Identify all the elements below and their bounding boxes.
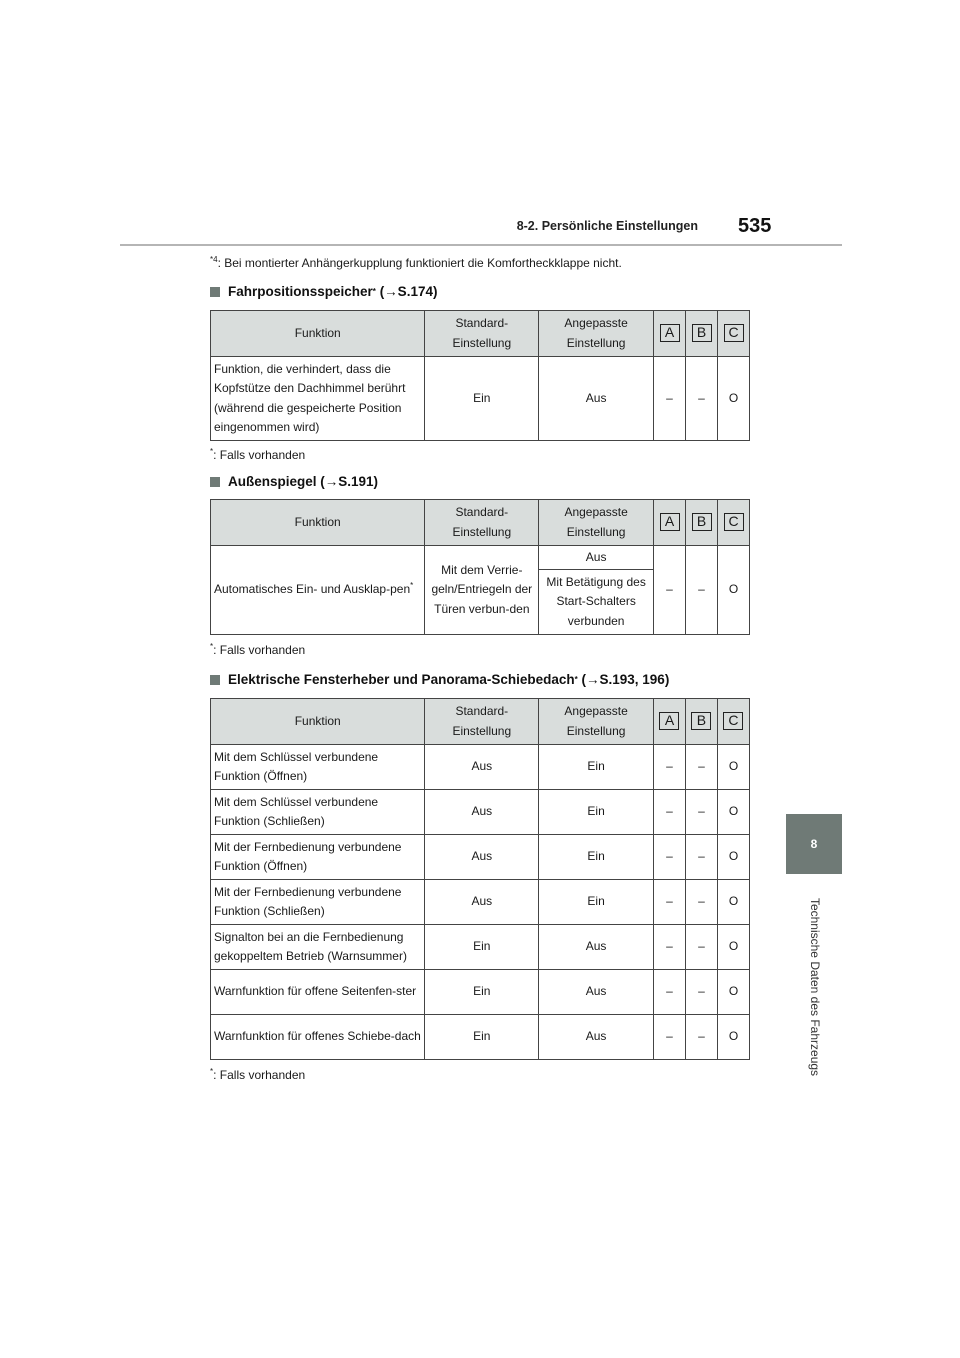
table-row [211,925,750,970]
page-number: 535 [738,215,772,237]
cell-custom-option-1: Aus [539,546,654,570]
section-page-ref: (→S.174) [379,284,438,299]
section-page-ref: (→S.193, 196) [581,672,670,687]
cell-c: O [718,546,750,635]
footnote-text: : Bei montierter Anhängerkupplung funktioniert die Komfortheckklappe nicht. [217,256,622,270]
settings-table-power-windows-sunroof [210,698,750,1060]
header-divider [120,244,842,246]
section-title-text: Fahrpositionsspeicher [228,284,373,299]
cell-standard: Aus [425,880,539,925]
cell-custom-option-2: Mit Betätigung des Start-Schalters verbunden [539,570,654,635]
cell-custom: Ein [539,835,654,880]
cell-standard: Aus [425,745,539,790]
table-header-row [211,500,750,546]
table-row [211,790,750,835]
footnote-if-equipped: *: Falls vorhanden [210,642,306,657]
cell-standard: Mit dem Verrie-geln/Entriegeln der Türen verbun-den [425,546,539,635]
cell-custom: Aus [539,1015,654,1060]
cell-function: Mit der Fernbedienung verbundene Funktion (Öffnen) [211,835,425,880]
footnote-trailer-hitch [210,256,622,270]
col-header-custom: Angepasste Einstellung [539,699,654,745]
cell-c: O [717,745,749,790]
section-bullet-square [210,477,220,487]
col-header-function: Funktion [211,699,425,745]
cell-custom: Aus [539,970,654,1015]
section-header: 8-2. Persönliche Einstellungen [516,219,698,233]
chapter-title-text: Technische Daten des Fahrzeugs [808,897,823,1077]
chapter-side-title [803,882,827,1092]
table-header-row [211,699,750,745]
cell-standard: Ein [425,925,539,970]
cell-standard: Ein [425,970,539,1015]
col-header-standard: Standard- Einstellung [425,500,539,546]
section-title-text: Außenspiegel [228,474,317,489]
table-row [211,970,750,1015]
cell-function: Signalton bei an die Fernbedienung gekoppeltem Betrieb (Warnsummer) [211,925,425,970]
cell-b: – [685,790,717,835]
col-header-custom: Angepasste Einstellung [539,500,654,546]
col-header-standard: Standard- Einstellung [425,699,539,745]
cell-custom: Aus [539,357,654,441]
cell-a: – [654,745,686,790]
footnote-if-equipped: *: Falls vorhanden [210,447,306,462]
footnote-if-equipped: *: Falls vorhanden [210,1067,306,1082]
cell-a: – [654,357,686,441]
cell-standard: Ein [425,1015,539,1060]
col-header-a: A [654,311,686,357]
cell-function: Mit der Fernbedienung verbundene Funktion (Schließen) [211,880,425,925]
cell-function: Funktion, die verhindert, dass die Kopfstütze den Dachhimmel berührt (während die gespeicherte Position eingenommen wird) [211,357,425,441]
col-header-c: C [718,500,750,546]
col-header-c: C [717,699,749,745]
section-bullet-square [210,675,220,685]
cell-c: O [717,925,749,970]
col-header-b: B [686,500,718,546]
table-row [211,1015,750,1060]
cell-a: – [654,835,686,880]
table-row [211,745,750,790]
footnote-mark: *4 [210,255,218,264]
cell-b: – [686,357,718,441]
cell-a: – [654,790,686,835]
cell-function: Warnfunktion für offene Seitenfen-ster [211,970,425,1015]
col-header-custom: Angepasste Einstellung [539,311,654,357]
table-row [211,546,750,570]
cell-c: O [717,970,749,1015]
section-bullet-square [210,287,220,297]
cell-custom: Ein [539,745,654,790]
cell-a: – [654,546,686,635]
cell-c: O [717,880,749,925]
table-row [211,835,750,880]
col-header-function: Funktion [211,500,425,546]
table-row [211,880,750,925]
cell-c: O [717,1015,749,1060]
cell-custom: Ein [539,790,654,835]
section-page-ref: (→S.191) [320,474,379,489]
cell-function: Mit dem Schlüssel verbundene Funktion (Öffnen) [211,745,425,790]
cell-a: – [654,925,686,970]
cell-a: – [654,1015,686,1060]
col-header-c: C [718,311,750,357]
col-header-a: A [654,699,686,745]
cell-b: – [685,745,717,790]
section-title-outside-mirrors [210,474,378,489]
cell-c: O [717,790,749,835]
table-header-row [211,311,750,357]
cell-a: – [654,880,686,925]
section-title-power-windows-sunroof: Elektrische Fensterheber und Panorama-Schiebedach * (→S.193, 196) [210,672,669,687]
col-header-a: A [654,500,686,546]
cell-function: Mit dem Schlüssel verbundene Funktion (Schließen) [211,790,425,835]
cell-b: – [686,546,718,635]
cell-b: – [685,880,717,925]
cell-b: – [685,835,717,880]
section-title-text: Elektrische Fensterheber und Panorama-Schiebedach [228,672,575,687]
cell-a: – [654,970,686,1015]
section-title-driving-position-memory: Fahrpositionsspeicher * (→S.174) [210,284,437,299]
cell-c: O [718,357,750,441]
settings-table-driving-position-memory [210,310,750,441]
cell-custom: Aus [539,925,654,970]
cell-function: Warnfunktion für offenes Schiebe-dach [211,1015,425,1060]
col-header-b: B [685,699,717,745]
cell-standard: Aus [425,790,539,835]
table-row [211,357,750,441]
cell-b: – [685,925,717,970]
cell-function: Automatisches Ein- und Ausklap-pen* [211,546,425,635]
col-header-function: Funktion [211,311,425,357]
settings-table-outside-mirrors [210,499,750,635]
cell-c: O [717,835,749,880]
cell-custom: Ein [539,880,654,925]
cell-standard: Aus [425,835,539,880]
cell-b: – [685,970,717,1015]
col-header-standard: Standard- Einstellung [425,311,539,357]
cell-b: – [685,1015,717,1060]
chapter-number: 8 [810,837,818,851]
col-header-b: B [686,311,718,357]
chapter-tab [786,814,842,874]
cell-standard: Ein [425,357,539,441]
